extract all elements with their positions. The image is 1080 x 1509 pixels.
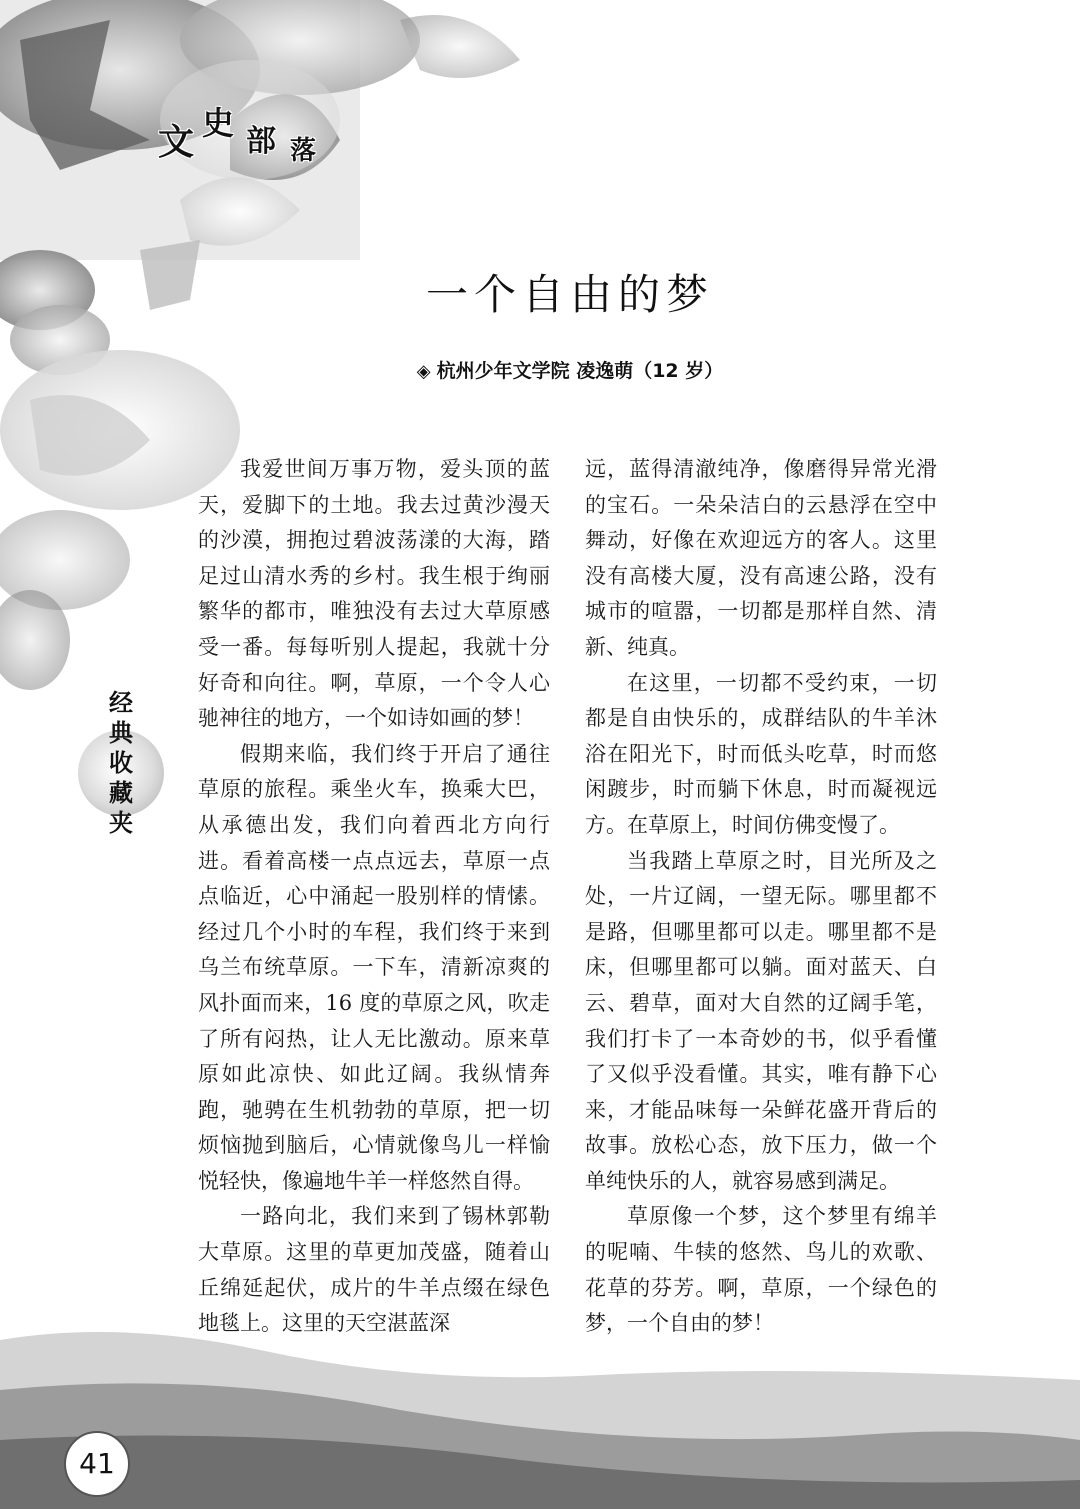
article-paragraph: 我爱世间万事万物，爱头顶的蓝天，爱脚下的土地。我去过黄沙漫天的沙漠，拥抱过碧波荡漾的大海，踏足过山清水秀的乡村。我生根于绚丽繁华的都市，唯独没有去过大草原感受一番。每每听别人提起，我就十分好奇和向往。啊，草原，一个令人心驰神往的地方，一个如诗如画的梦！ — [198, 457, 550, 731]
section-header-char: 史 — [202, 104, 235, 142]
article-paragraph: 在这里，一切都不受约束，一切都是自由快乐的，成群结队的牛羊沐浴在阳光下，时而低头吃草，时而悠闲踱步，时而躺下休息，时而凝视远方。在草原上，时间仿佛变慢了。 — [585, 670, 937, 837]
section-header-char: 部 — [246, 124, 276, 159]
side-label-char: 收 — [109, 749, 133, 777]
article-column-right — [585, 452, 937, 1342]
side-label-char: 藏 — [109, 779, 133, 807]
section-header-char: 文 — [158, 122, 195, 163]
side-column-label — [76, 688, 166, 848]
article-paragraph: 当我踏上草原之时，目光所及之处，一片辽阔，一望无际。哪里都不是路，但哪里都可以走。哪里都不是床，但哪里都可以躺。面对蓝天、白云、碧草，面对大自然的辽阔手笔，我们打卡了一本奇妙的书，似乎看懂了又似乎没看懂。其实，唯有静下心来，才能品味每一朵鲜花盛开背后的故事。放松心态，放下压力，做一个单纯快乐的人，就容易感到满足。 — [585, 848, 937, 1193]
side-label-char: 夹 — [109, 809, 133, 837]
article-paragraph: 假期来临，我们终于开启了通往草原的旅程。乘坐火车，换乘大巴，从承德出发，我们向着西北方向行进。看着高楼一点点远去，草原一点点临近，心中涌起一股别样的情愫。经过几个小时的车程，我们终于来到乌兰布统草原。一下车，清新凉爽的风扑面而来，16 度的草原之风，吹走了所有闷热，让人无比激动。原来草原如此凉快、如此辽阔。我纵情奔跑，驰骋在生机勃勃的草原，把一切烦恼抛到脑后，心情就像鸟儿一样愉悦轻快，像遍地牛羊一样悠然自得。 — [198, 741, 550, 1193]
article-byline — [300, 356, 840, 383]
byline-text: 杭州少年文学院 凌逸萌（12 岁） — [436, 360, 724, 382]
article-paragraph: 一路向北，我们来到了锡林郭勒大草原。这里的草更加茂盛，随着山丘绵延起伏，成片的牛羊点缀在绿色地毯上。这里的天空湛蓝深 — [198, 1204, 550, 1336]
side-label-char: 典 — [109, 719, 133, 747]
article-paragraph: 草原像一个梦，这个梦里有绵羊的呢喃、牛犊的悠然、鸟儿的欢歌、花草的芬芳。啊，草原，一个绿色的梦，一个自由的梦！ — [585, 1204, 937, 1336]
article-column-left — [198, 452, 550, 1342]
page-number: 41 — [64, 1431, 130, 1497]
side-label-text — [104, 688, 138, 838]
bottom-wave-decoration — [0, 1330, 1080, 1509]
section-header — [158, 96, 358, 166]
article-paragraph-continuation: 远，蓝得清澈纯净，像磨得异常光滑的宝石。一朵朵洁白的云悬浮在空中舞动，好像在欢迎远方的客人。这里没有高楼大厦，没有高速公路，没有城市的喧嚣，一切都是那样自然、清新、纯真。 — [585, 457, 937, 659]
diamond-bullet-icon: ◈ — [416, 361, 431, 382]
side-label-char: 经 — [109, 689, 133, 717]
section-header-char: 落 — [290, 136, 317, 166]
article-title: 一个自由的梦 — [425, 270, 714, 319]
